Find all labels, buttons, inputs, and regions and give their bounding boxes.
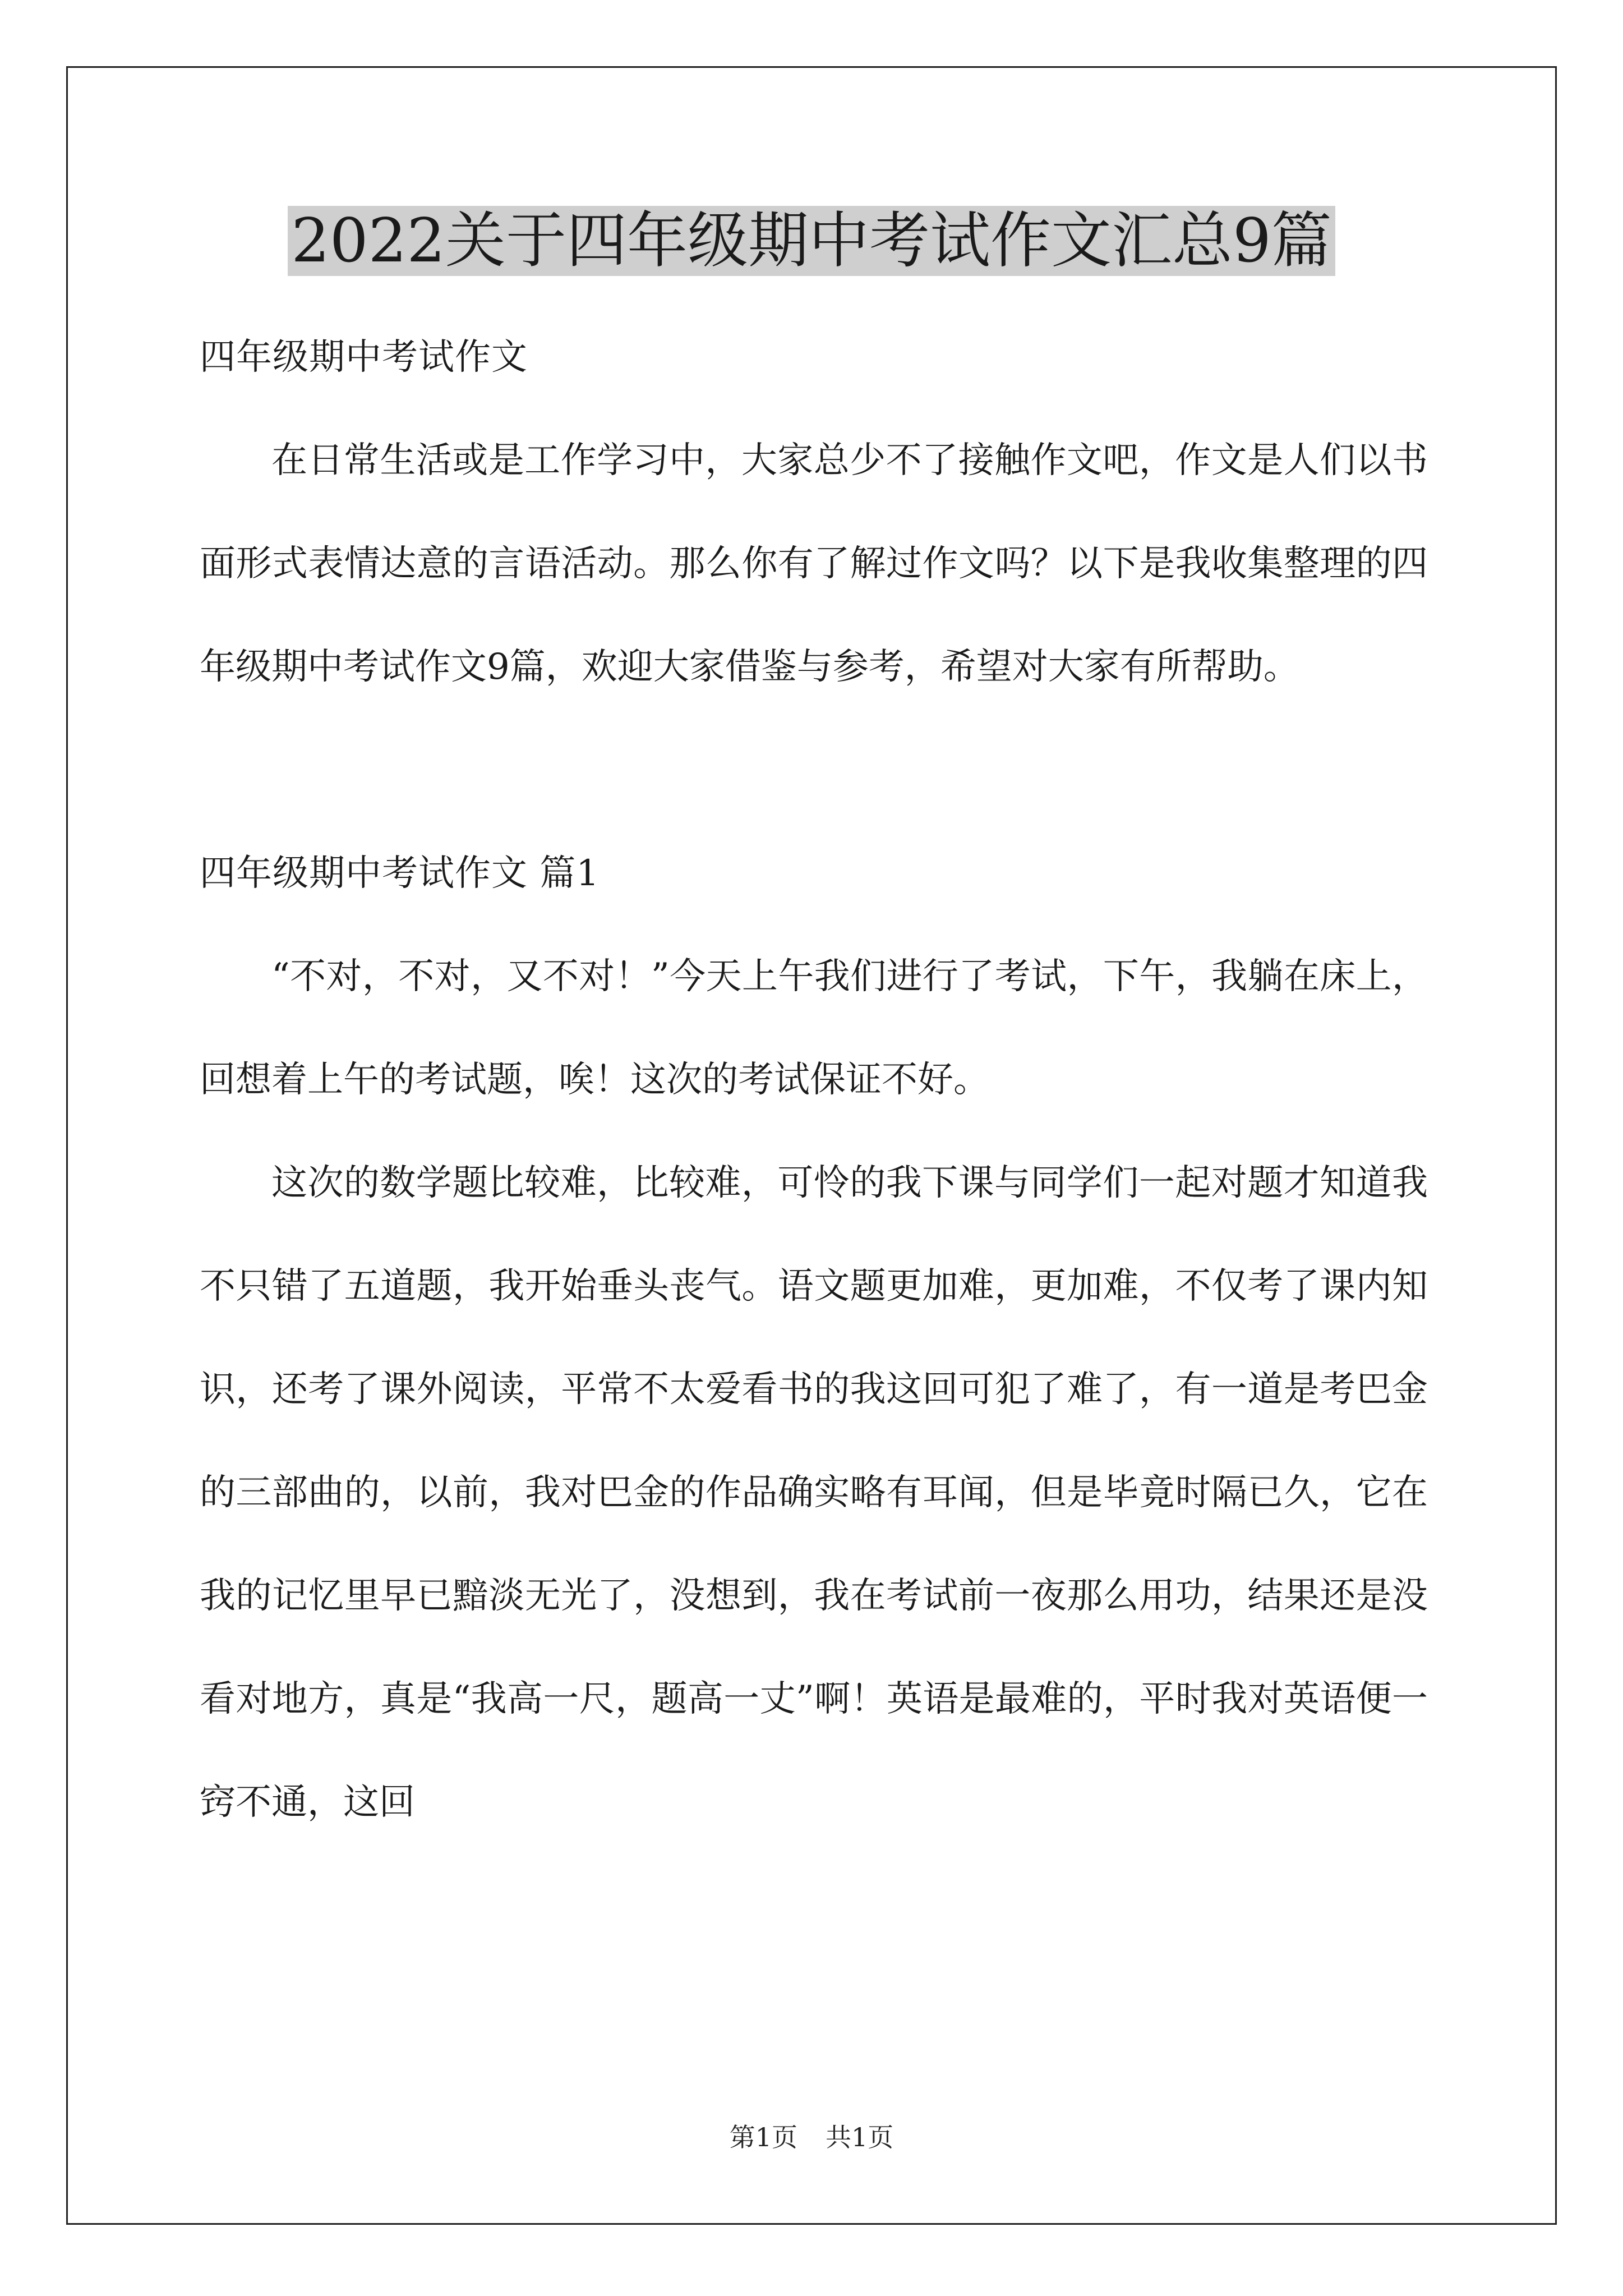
page-footer xyxy=(0,2120,1623,2154)
document-title-text: 2022关于四年级期中考试作文汇总9篇 xyxy=(288,206,1335,276)
section-1-paragraph-1: “不对，不对，又不对！”今天上午我们进行了考试，下午，我躺在床上，回想着上午的考试题，唉！这次的考试保证不好。 xyxy=(200,956,1428,1101)
section-spacer xyxy=(200,719,1428,822)
page-number-total: 共1页 xyxy=(826,2122,894,2152)
section-1-heading: 四年级期中考试作文 篇1 xyxy=(200,853,600,894)
document-body xyxy=(200,306,1428,1854)
intro-heading: 四年级期中考试作文 xyxy=(200,337,528,378)
section-1-paragraph-2: 这次的数学题比较难，比较难，可怜的我下课与同学们一起对题才知道我不只错了五道题，我开始垂头丧气。语文题更加难，更加难，不仅考了课内知识，还考了课外阅读，平常不太爱看书的我这回可犯了难了，有一道是考巴金的三部曲的，以前，我对巴金的作品确实略有耳闻，但是毕竟时隔已久，它在我的记忆里早已黯淡无光了，没想到，我在考试前一夜那么用功，结果还是没看对地方，真是“我高一尺，题高一丈”啊！英语是最难的，平时我对英语便一窍不通，这回 xyxy=(200,1162,1428,1823)
document-title xyxy=(0,199,1623,283)
page-number-current: 第1页 xyxy=(729,2122,797,2152)
intro-paragraph: 在日常生活或是工作学习中，大家总少不了接触作文吧，作文是人们以书面形式表情达意的言语活动。那么你有了解过作文吗？以下是我收集整理的四年级期中考试作文9篇，欢迎大家借鉴与参考，希望对大家有所帮助。 xyxy=(200,440,1428,688)
